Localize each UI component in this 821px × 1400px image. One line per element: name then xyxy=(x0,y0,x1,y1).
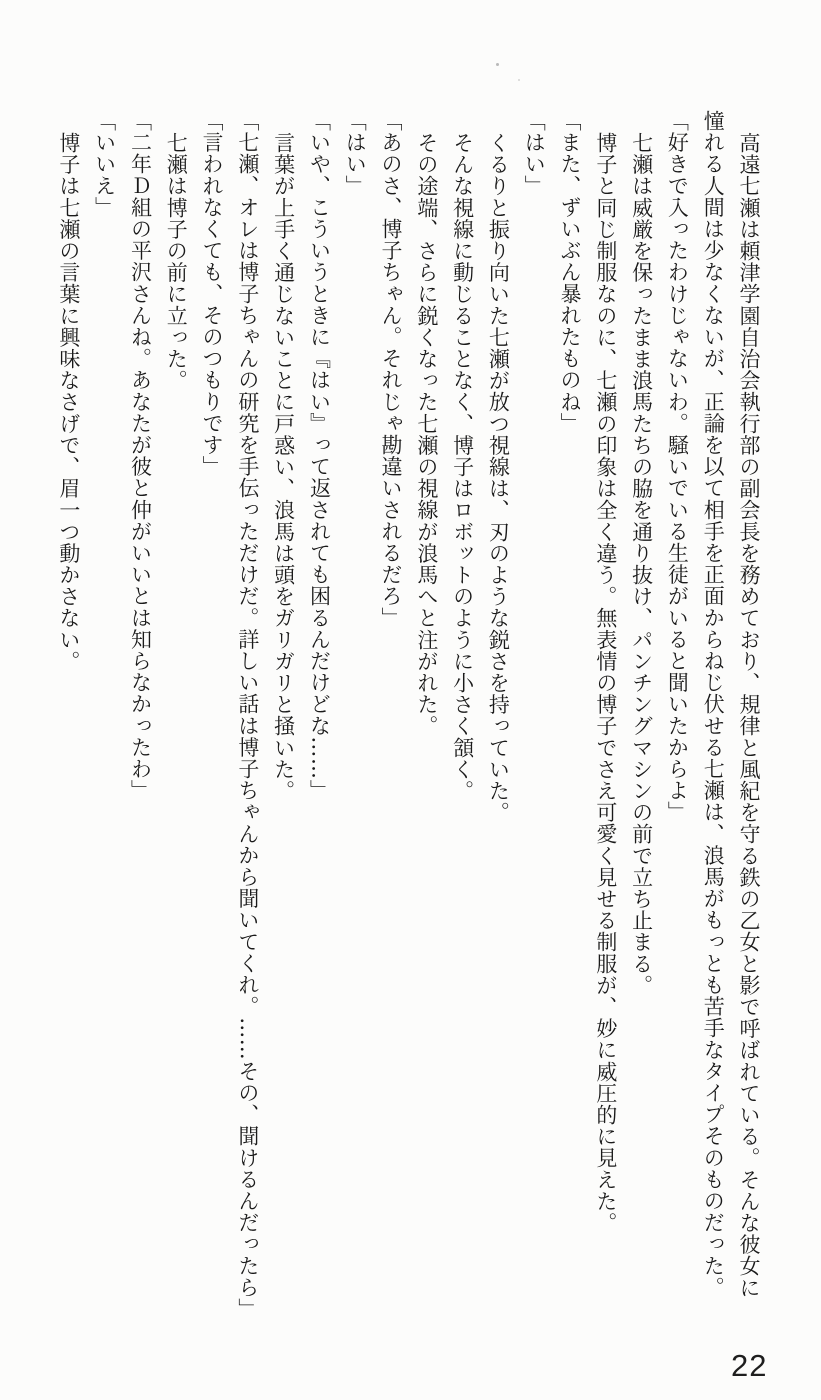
text-line: 七瀬は博子の前に立った。 xyxy=(164,132,189,392)
text-line: くるりと振り向いた七瀬が放つ視線は、刃のような鋭さを持っていた。 xyxy=(486,132,511,824)
scan-speck xyxy=(518,79,520,81)
dialogue-line: 「はい」 xyxy=(343,110,368,197)
text-line: 憧れる人間は少なくないが、正論を以て相手を正面からねじ伏せる七瀬は、浪馬がもっとも苦手なタイプそのものだった。 xyxy=(701,110,726,1298)
text-line: 博子と同じ制服なのに、七瀬の印象は全く違う。無表情の博子でさえ可愛く見せる制服が、妙に威圧的に見えた。 xyxy=(593,132,618,1234)
page-number: 22 xyxy=(731,1348,768,1383)
dialogue-line: 「いいえ」 xyxy=(92,110,117,218)
text-line: その途端、さらに鋭くなった七瀬の視線が浪馬へと注がれた。 xyxy=(414,132,439,737)
dialogue-line: 「いや、こういうときに『はい』って返されても困るんだけどな……」 xyxy=(307,110,332,802)
scan-speck xyxy=(496,63,499,66)
dialogue-line: 「はい」 xyxy=(522,110,547,197)
dialogue-line: 「七瀬、オレは博子ちゃんの研究を手伝っただけだ。詳しい話は博子ちゃんから聞いてくれ。……その、聞けるんだったら」 xyxy=(235,110,260,1320)
text-line: 七瀬は威厳を保ったまま浪馬たちの脇を通り抜け、パンチングマシンの前で立ち止まる。 xyxy=(629,132,654,996)
text-line: そんな視線に動じることなく、博子はロボットのように小さく頷く。 xyxy=(450,132,475,802)
text-line: 博子は七瀬の言葉に興味なさげで、眉一つ動かさない。 xyxy=(56,132,81,672)
dialogue-line: 「言われなくても、そのつもりです」 xyxy=(200,110,225,478)
text-line: 高遠七瀬は頼津学園自治会執行部の副会長を務めており、規律と風紀を守る鉄の乙女と影で呼ばれている。そんな彼女に xyxy=(737,132,761,1299)
text-block xyxy=(50,110,766,1335)
text-line: 言葉が上手く通じないことに戸惑い、浪馬は頭をガリガリと掻いた。 xyxy=(271,132,296,802)
dialogue-line: 「二年Ｄ組の平沢さんね。あなたが彼と仲がいいとは知らなかったわ」 xyxy=(128,110,153,802)
dialogue-line: 「あのさ、博子ちゃん。それじゃ勘違いされるだろ」 xyxy=(379,110,404,629)
dialogue-line: 「また、ずいぶん暴れたものね」 xyxy=(558,110,583,434)
dialogue-line: 「好きで入ったわけじゃないわ。騒いでいる生徒がいると聞いたからよ」 xyxy=(665,110,690,823)
